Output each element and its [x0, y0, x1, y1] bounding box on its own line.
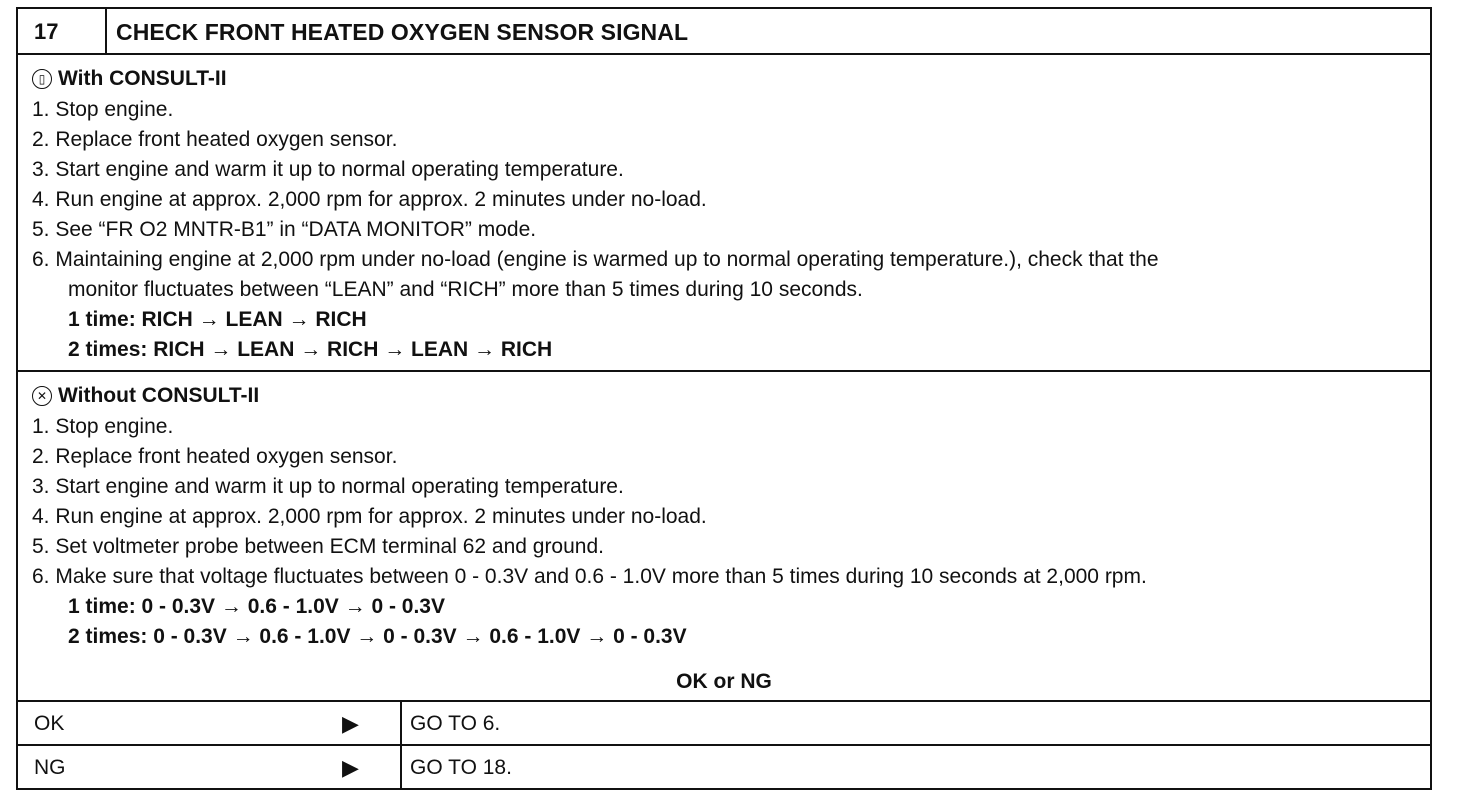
without-consult-heading: ✕ Without CONSULT-II: [32, 384, 259, 408]
step-3: 3. Start engine and warm it up to normal operating temperature.: [32, 475, 624, 498]
result-action: GO TO 6.: [410, 712, 501, 735]
result-row-ng[interactable]: [18, 746, 1430, 790]
consult-icon: ▯: [32, 69, 52, 89]
step-6: 6. Maintaining engine at 2,000 rpm under no-load (engine is warmed up to normal operating temperature.), check that the: [32, 248, 1159, 271]
voltage-note-1: 1 time: 0 - 0.3V → 0.6 - 1.0V → 0 - 0.3V: [68, 595, 445, 618]
procedure-title: CHECK FRONT HEATED OXYGEN SENSOR SIGNAL: [116, 19, 689, 45]
result-row-ok[interactable]: [18, 702, 1430, 746]
result-action: GO TO 18.: [410, 756, 512, 779]
play-arrow-icon: ▶: [342, 755, 359, 780]
step-2: 2. Replace front heated oxygen sensor.: [32, 128, 398, 151]
voltage-note-2: 2 times: 0 - 0.3V → 0.6 - 1.0V → 0 - 0.3V → 0.6 - 1.0V → 0 - 0.3V: [68, 625, 687, 648]
result-prompt: OK or NG: [676, 670, 772, 693]
step-6-continued: monitor fluctuates between “LEAN” and “RICH” more than 5 times during 10 seconds.: [68, 278, 863, 301]
step-1: 1. Stop engine.: [32, 98, 174, 121]
with-consult-section: [18, 55, 1430, 372]
step-1: 1. Stop engine.: [32, 415, 174, 438]
procedure-table: [16, 7, 1432, 790]
procedure-header: [18, 9, 1430, 55]
step-3: 3. Start engine and warm it up to normal operating temperature.: [32, 158, 624, 181]
result-label: OK: [34, 712, 65, 735]
divider: [400, 702, 402, 744]
without-consult-section: [18, 372, 1430, 702]
pattern-note-2: 2 times: RICH → LEAN → RICH → LEAN → RICH: [68, 338, 553, 361]
step-2: 2. Replace front heated oxygen sensor.: [32, 445, 398, 468]
with-consult-heading: ▯ With CONSULT-II: [32, 67, 227, 91]
step-5: 5. See “FR O2 MNTR-B1” in “DATA MONITOR” mode.: [32, 218, 537, 241]
pattern-note-1: 1 time: RICH → LEAN → RICH: [68, 308, 367, 331]
result-label: NG: [34, 756, 66, 779]
step-4: 4. Run engine at approx. 2,000 rpm for approx. 2 minutes under no-load.: [32, 505, 707, 528]
divider: [400, 746, 402, 790]
play-arrow-icon: ▶: [342, 711, 359, 736]
step-6: 6. Make sure that voltage fluctuates between 0 - 0.3V and 0.6 - 1.0V more than 5 times during 10 seconds at 2,000 rpm.: [32, 565, 1147, 588]
step-number: 17: [18, 9, 107, 53]
no-tools-icon: ✕: [32, 386, 52, 406]
step-5: 5. Set voltmeter probe between ECM terminal 62 and ground.: [32, 535, 604, 558]
step-4: 4. Run engine at approx. 2,000 rpm for approx. 2 minutes under no-load.: [32, 188, 707, 211]
